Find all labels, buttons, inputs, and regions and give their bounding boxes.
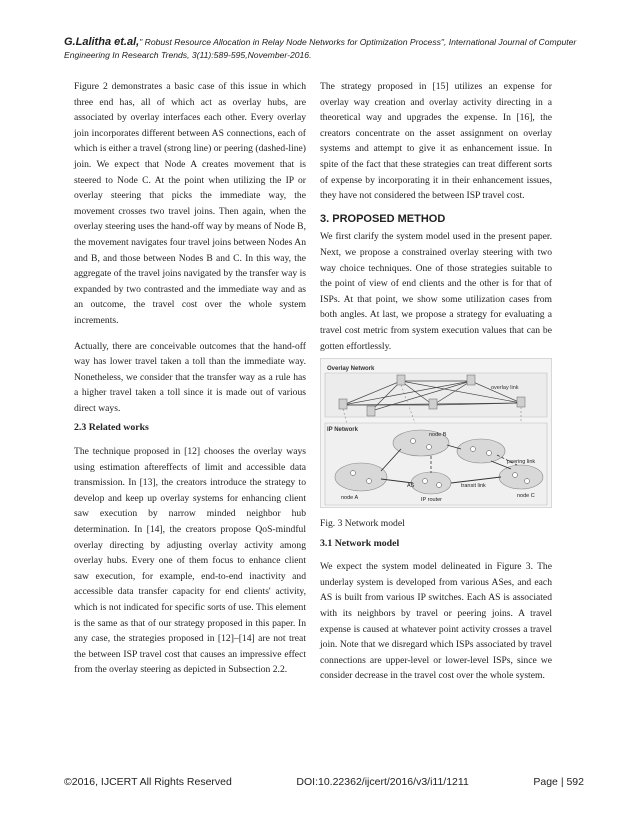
transit-link-label: transit link [461,483,486,490]
ip-network-label: IP Network [327,427,358,434]
right-paragraph-1: The strategy proposed in [15] utilizes an expense for overlay way creation and overlay activity directing in a theoretical way and upgrades the expense. In [16], the creators concentrate on the asset assignment on overlay systems and attempt to give it as enhancement issue. In spite of the fact that these strategies can treat different sorts of expense by incorporating it in their enhancement issues, they have not considered the between ISP travel cost. [320,81,552,202]
node-b-label: node B [429,432,447,439]
overlay-link-label: overlay link [491,385,519,392]
figure-caption: Fig. 3 Network model [320,518,405,530]
ip-router-label: IP router [421,497,442,504]
page-footer [64,776,584,788]
left-paragraph-1: Figure 2 demonstrates a basic case of this issue in which three end has, all of which act as overlay hubs, are associated by overlay interfaces each other. Every overlay join incorporates different between AS connections, each of which is either a travel (strong line) or peering (dashed-line) join. We expect that Node A creates movement that is steered to Node C. At the point when utilizing the IP or overlay steering that picks the immediate way, the movement crosses two travel joins. Then again, when the overlay steering uses the hand-off way by means of Node B, the movement navigates four travel joins between Nodes An and B, and those between Nodes B and C. In this way, the aggregate of the travel joins navigated by the transfer way is expanded by two contrasted and the immediate way and as an outcome, the travel cost over the whole system increments. [74,81,306,326]
network-model-figure [320,358,552,508]
node-c-label: node C [517,493,535,500]
page-header [64,36,584,61]
node-a-label: node A [341,495,359,502]
right-paragraph-3: We expect the system model delineated in Figure 3. The underlay system is developed from various ASes, and each AS is built from various IP switches. Each AS is associated with its neighbors by travel or peering joins. A travel expense is caused at whatever point activity crosses a travel join. Note that we disregard which ISPs associated by travel connections are upper-level or lower-level ISPs, since we consider decrease in the travel cost over the whole system. [320,561,552,682]
right-paragraph-2: We first clarify the system model used in the present paper. Next, we propose a constrained overlay steering with two way choice techniques. One of those strategies suitable to the point of view of end clients and the other is for that of ISPs. At that point, we show some utilization cases from both angles. At last, we propose a strategy for evaluating a travel cost metric from system execution values that can be gotten effortlessly. [320,231,552,352]
peering-link-label: peering link [507,459,536,466]
network-model-heading: 3.1 Network model [320,537,400,549]
overlay-plane [325,373,547,417]
footer-copyright: ©2016, IJCERT All Rights Reserved [64,776,232,788]
related-works-heading: 2.3 Related works [74,422,149,434]
as-label: AS [407,483,415,490]
proposed-method-heading: 3. PROPOSED METHOD [320,212,446,225]
network-diagram [321,359,551,507]
left-paragraph-2: Actually, there are conceivable outcomes that the hand-off way has lower travel taken a toll than the immediate way. Nonetheless, we consider that the transfer way as a rule has a higher travel taken a toll since it is made out of various direct ways. [74,340,306,414]
footer-page-number: Page | 592 [533,776,584,788]
left-column [74,79,306,688]
overlay-network-label: Overlay Network [327,366,375,373]
footer-doi: DOI:10.22362/ijcert/2016/v3/i11/1211 [296,776,469,788]
header-citation: " Robust Resource Allocation in Relay Node Networks for Optimization Process", International Journal of Computer Engineering In Research Trends, 3(11):589-595,November-2016. [64,37,577,60]
header-authors: G.Lalitha et.al, [64,36,140,48]
left-paragraph-3: The technique proposed in [12] chooses the overlay ways using estimation aftereffects of limit and accessible data transmission. In [13], the creators introduce the strategy to develop and keep up overlay systems for enhancing client saw execution by narrow minded neighbor hub determination. In [14], the creators propose QoS-mindful overlay directing by adjusting overlay activity among overlay hubs. Every one of them focus to enhance client saw execution, for example, end-to-end inactivity and accessible data transfer capacity for end clients' activity, which is not indicated for specific sorts of use. This element is the same as that of our strategy proposed in this paper. In any case, the strategies proposed in [12]–[14] are not treat the between ISP travel cost that causes an impressive effect from the overlay steering as depicted in Subsection 2.2. [74,446,306,676]
right-column [320,79,552,694]
